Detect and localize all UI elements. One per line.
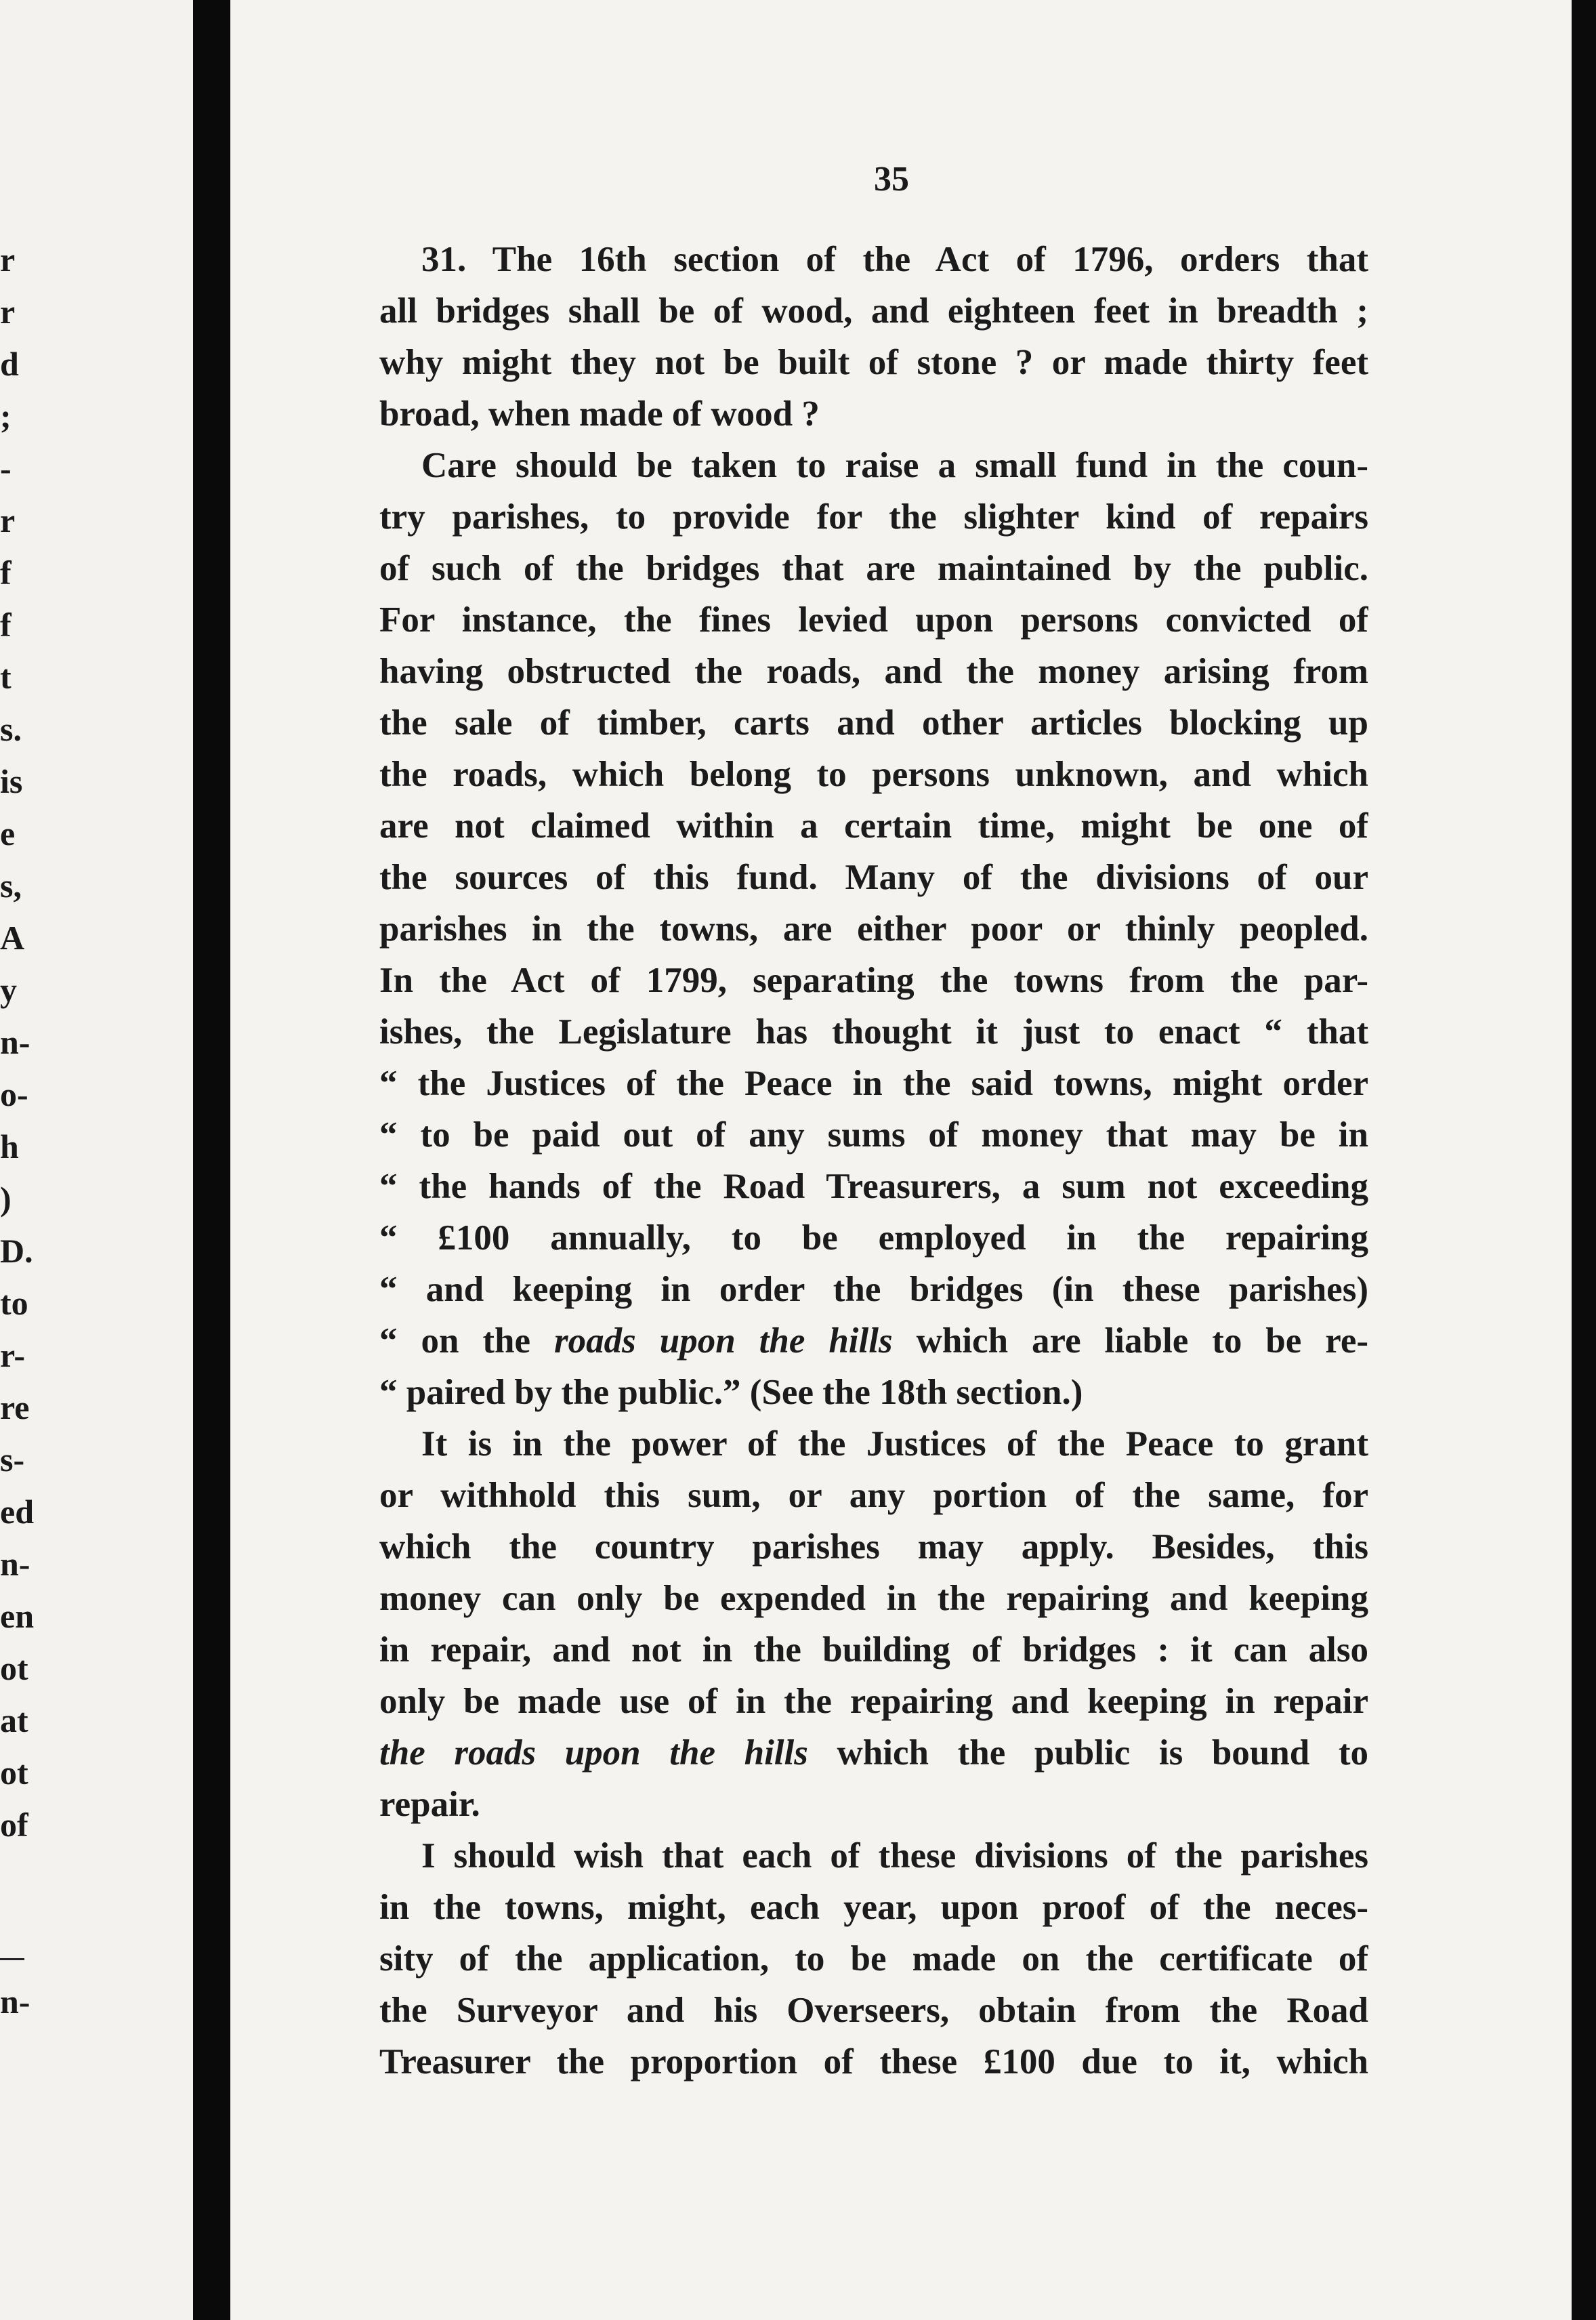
text-line: of such of the bridges that are maintained by the public.	[379, 549, 1368, 588]
text-line: For instance, the fines levied upon persons convicted of	[379, 600, 1368, 640]
margin-letter: f	[0, 606, 12, 644]
left-page-fragment	[0, 0, 193, 2320]
text-line: “ to be paid out of any sums of money that may be in	[379, 1115, 1368, 1155]
text-line: 31. The 16th section of the Act of 1796, orders that	[421, 240, 1368, 279]
margin-letter: n-	[0, 1545, 30, 1583]
text-line: which the country parishes may apply. Besides, this	[379, 1527, 1368, 1567]
text-line: why might they not be built of stone ? or made thirty feet	[379, 343, 1368, 382]
margin-letter: A	[0, 919, 25, 957]
text-line: ishes, the Legislature has thought it just to enact “ that	[379, 1012, 1368, 1052]
book-gutter	[193, 0, 230, 2320]
margin-letter: en	[0, 1597, 34, 1635]
margin-letter: t	[0, 658, 12, 696]
text-line: all bridges shall be of wood, and eighteen feet in breadth ;	[379, 291, 1368, 331]
margin-letter: s-	[0, 1441, 25, 1478]
text-line: “ and keeping in order the bridges (in these parishes)	[379, 1270, 1368, 1309]
margin-letter: is	[0, 762, 23, 800]
text-line: “ the Justices of the Peace in the said towns, might order	[379, 1064, 1368, 1103]
margin-letter: d	[0, 345, 19, 383]
text-line: the Surveyor and his Overseers, obtain from the Road	[379, 1991, 1368, 2030]
margin-letter: e	[0, 814, 16, 852]
italic-run: roads upon the hills	[554, 1321, 893, 1361]
text-line	[379, 1315, 1368, 1367]
margin-letter: r-	[0, 1336, 25, 1374]
margin-letter: ;	[0, 397, 12, 435]
text-line: in repair, and not in the building of bridges : it can also	[379, 1630, 1368, 1670]
left-margin-rule	[0, 1958, 24, 1960]
margin-letter: r	[0, 241, 16, 278]
margin-letter: to	[0, 1284, 28, 1322]
margin-letter: s,	[0, 867, 22, 905]
text-line: broad, when made of wood ?	[379, 394, 820, 434]
margin-letter: ot	[0, 1754, 28, 1791]
text-line: are not claimed within a certain time, might be one of	[379, 806, 1368, 846]
body-text	[379, 234, 1368, 2088]
text-line: money can only be expended in the repairing and keeping	[379, 1579, 1368, 1618]
text-line: the roads, which belong to persons unknown, and which	[379, 755, 1368, 794]
page-number: 35	[874, 160, 909, 199]
text-line: “ paired by the public.” (See the 18th section.)	[379, 1373, 1083, 1412]
left-margin-after-rule: n-	[0, 1983, 30, 2021]
text-run: which are liable to be re-	[892, 1321, 1368, 1361]
margin-letter: )	[0, 1180, 12, 1218]
text-line: sity of the application, to be made on the certificate of	[379, 1939, 1368, 1979]
margin-letter: r	[0, 293, 16, 331]
text-line: Treasurer the proportion of these £100 due to it, which	[379, 2042, 1368, 2081]
margin-letter: s.	[0, 710, 22, 748]
text-line: “ £100 annually, to be employed in the repairing	[379, 1218, 1368, 1258]
text-run: “ on the	[379, 1321, 555, 1361]
margin-letter: re	[0, 1388, 30, 1426]
text-line: try parishes, to provide for the slighter kind of repairs	[379, 497, 1368, 537]
margin-letter: r	[0, 501, 16, 539]
text-line: the sources of this fund. Many of the divisions of our	[379, 858, 1368, 897]
text-line: having obstructed the roads, and the money arising from	[379, 652, 1368, 691]
text-line: Care should be taken to raise a small fund in the coun-	[421, 446, 1368, 485]
italic-run: the roads upon the hills	[379, 1733, 808, 1773]
text-line: parishes in the towns, are either poor or thinly peopled.	[379, 909, 1368, 949]
text-line: only be made use of in the repairing and keeping in repair	[379, 1682, 1368, 1721]
text-line: or withhold this sum, or any portion of the same, for	[379, 1476, 1368, 1515]
margin-letter: ot	[0, 1649, 28, 1687]
margin-letter: y	[0, 971, 17, 1009]
text-line	[379, 1727, 1368, 1779]
margin-letter: f	[0, 554, 12, 592]
text-run: which the public is bound to	[807, 1733, 1368, 1773]
margin-letter: o-	[0, 1075, 28, 1113]
text-line: in the towns, might, each year, upon proof of the neces-	[379, 1888, 1368, 1927]
margin-letter: at	[0, 1701, 28, 1739]
margin-letter: of	[0, 1806, 28, 1844]
text-line: I should wish that each of these divisions of the parishes	[421, 1836, 1368, 1876]
text-line: “ the hands of the Road Treasurers, a sum not exceeding	[379, 1167, 1368, 1206]
margin-letter: h	[0, 1127, 19, 1165]
margin-letter: ed	[0, 1493, 34, 1531]
text-line: It is in the power of the Justices of the Peace to grant	[421, 1424, 1368, 1464]
left-margin-letters	[0, 234, 34, 1851]
right-page-edge	[1572, 0, 1596, 2320]
text-line: the sale of timber, carts and other articles blocking up	[379, 703, 1368, 743]
text-line: In the Act of 1799, separating the towns from the par-	[379, 961, 1368, 1000]
margin-letter: n-	[0, 1023, 30, 1061]
text-line: repair.	[379, 1785, 480, 1824]
margin-letter: -	[0, 449, 12, 487]
margin-letter: D.	[0, 1232, 33, 1270]
